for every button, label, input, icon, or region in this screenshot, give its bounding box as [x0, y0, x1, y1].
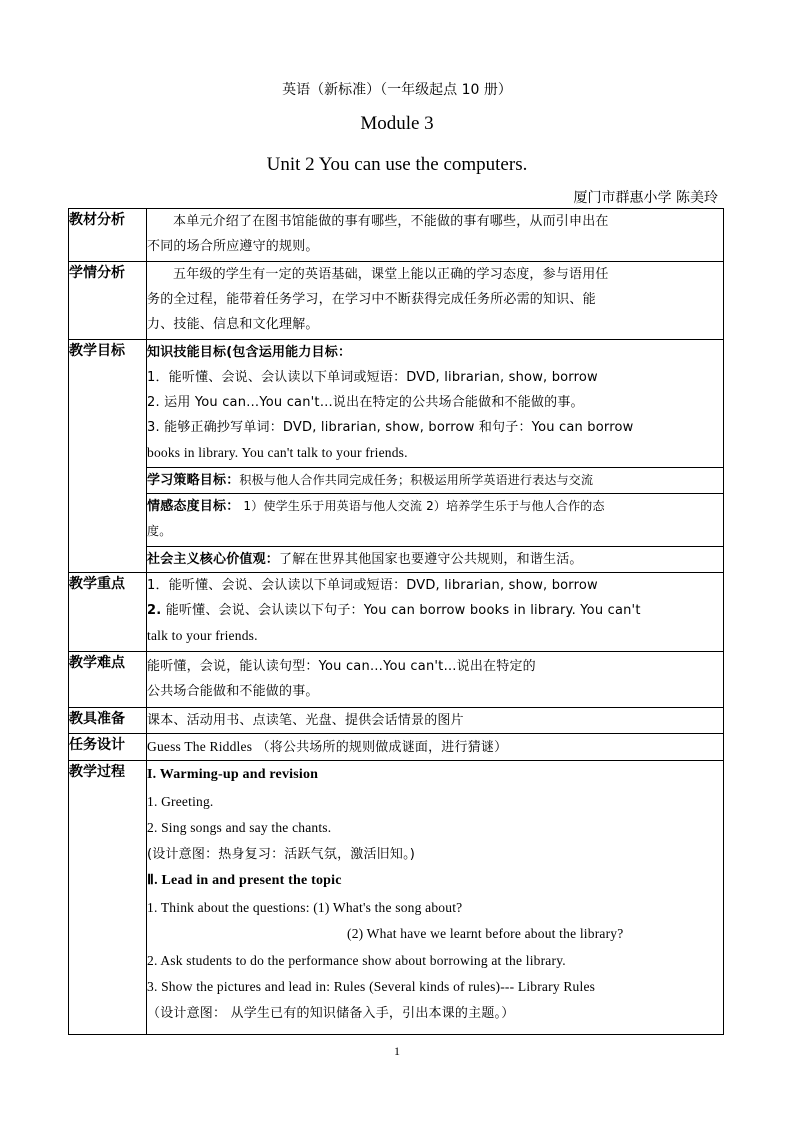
process-section-1-title: I. Warming-up and revision	[147, 767, 319, 782]
process-s2-item-1: 1. Think about the questions: (1) What's the song about?	[147, 899, 463, 915]
process-s1-note: (设计意图：热身复习：活跃气氛，激活旧知。)	[147, 846, 416, 862]
process-s2-item-3: 3. Show the pictures and lead in: Rules (Several kinds of rules)--- Library Rules	[147, 979, 596, 994]
process-s1-item-2: 2. Sing songs and say the chants.	[147, 820, 332, 835]
materials-line-2: 不同的场合所应遵守的规则。	[147, 239, 319, 254]
label-materials: 教材分析	[69, 209, 147, 262]
students-line-2: 务的全过程，能带着任务学习，在学习中不断获得完成任务所必需的知识、能	[147, 292, 596, 307]
row-task	[69, 734, 724, 761]
content-task	[147, 734, 724, 761]
subject-title: 英语（新标准）（一年级起点 10 册）	[282, 82, 512, 98]
content-difficulties	[147, 652, 724, 708]
row-difficulties	[69, 652, 724, 708]
content-students	[147, 262, 724, 340]
emotion-text-2: 度。	[147, 524, 172, 538]
difficulty-line-2: 公共场合能做和不能做的事。	[147, 684, 319, 699]
row-objectives-knowledge	[69, 340, 724, 468]
label-aids: 教具准备	[69, 708, 147, 734]
process-s1-item-1: 1. Greeting.	[147, 793, 214, 809]
students-line-3: 力、技能、信息和文化理解。	[147, 317, 319, 332]
lesson-plan-table	[68, 208, 724, 1035]
students-line-1: 五年级的学生有一定的英语基础，课堂上能以正确的学习态度，参与语用任	[173, 267, 609, 282]
content-aids: 课本、活动用书、点读笔、光盘、提供会话情景的图片	[147, 708, 724, 734]
process-section-2-title: Ⅱ. Lead in and present the topic	[147, 873, 342, 888]
label-difficulties: 教学难点	[69, 652, 147, 708]
content-objectives-emotion	[147, 494, 724, 547]
content-objectives-strategy	[147, 468, 724, 494]
knowledge-item-3b: books in library. You can't talk to your friends.	[147, 445, 408, 460]
key-point-2: 能听懂、会说、会认读以下句子：You can borrow books in library. You can't	[161, 603, 641, 618]
key-point-1: 1．能听懂、会说、会认读以下单词或短语：DVD, librarian, show, borrow	[147, 578, 598, 593]
content-key-points	[147, 573, 724, 652]
knowledge-item-1: 1．能听懂、会说、会认读以下单词或短语：DVD, librarian, show, borrow	[147, 370, 598, 385]
task-text-cn: （将公共场所的规则做成谜面，进行猜谜）	[252, 740, 508, 755]
row-key-points	[69, 573, 724, 652]
row-process	[69, 761, 724, 1035]
knowledge-item-3a: 3. 能够正确抄写单词：DVD, librarian, show, borrow 和句子：You can borrow	[147, 420, 634, 435]
page-number: 1	[394, 1044, 400, 1058]
content-objectives-values	[147, 547, 724, 573]
difficulty-line-1: 能听懂，会说，能认读句型：You can…You can't…说出在特定的	[147, 659, 536, 674]
module-title: Module 3	[360, 113, 434, 134]
process-s2-item-1b: (2) What have we learnt before about the library?	[347, 926, 624, 941]
row-objectives-strategy	[69, 468, 724, 494]
row-materials	[69, 209, 724, 262]
process-s2-item-2: 2. Ask students to do the performance show about borrowing at the library.	[147, 952, 566, 968]
values-title: 社会主义核心价值观：	[147, 552, 280, 567]
key-point-3: talk to your friends.	[147, 628, 258, 643]
content-materials	[147, 209, 724, 262]
values-text: 了解在世界其他国家也要遵守公共规则，和谐生活。	[279, 552, 583, 567]
strategy-text: 积极与他人合作共同完成任务；积极运用所学英语进行表达与交流	[239, 473, 594, 487]
author-line: 厦门市群惠小学 陈美玲	[573, 190, 718, 206]
knowledge-item-2: 2. 运用 You can…You can't…说出在特定的公共场合能做和不能做的事。	[147, 395, 584, 410]
emotion-title: 情感态度目标：	[147, 499, 240, 514]
unit-title: Unit 2 You can use the computers.	[266, 154, 528, 175]
row-students	[69, 262, 724, 340]
strategy-title: 学习策略目标：	[147, 473, 240, 488]
knowledge-title: 知识技能目标(包含运用能力目标：	[147, 345, 352, 360]
content-objectives-knowledge	[147, 340, 724, 468]
task-text-en: Guess The Riddles	[147, 739, 253, 754]
row-aids	[69, 708, 724, 734]
emotion-text-1: 1）使学生乐于用英语与他人交流 2）培养学生乐于与他人合作的态	[239, 499, 605, 513]
label-task: 任务设计	[69, 734, 147, 761]
row-objectives-emotion	[69, 494, 724, 547]
label-objectives: 教学目标	[69, 340, 147, 573]
label-students: 学情分析	[69, 262, 147, 340]
label-process: 教学过程	[69, 761, 147, 1035]
process-s2-note: （设计意图： 从学生已有的知识储备入手，引出本课的主题。）	[147, 1005, 515, 1021]
content-process	[147, 761, 724, 1035]
materials-line-1: 本单元介绍了在图书馆能做的事有哪些，不能做的事有哪些，从而引申出在	[173, 214, 609, 229]
row-objectives-values	[69, 547, 724, 573]
label-key-points: 教学重点	[69, 573, 147, 652]
key-point-2-num: 2.	[147, 603, 162, 618]
